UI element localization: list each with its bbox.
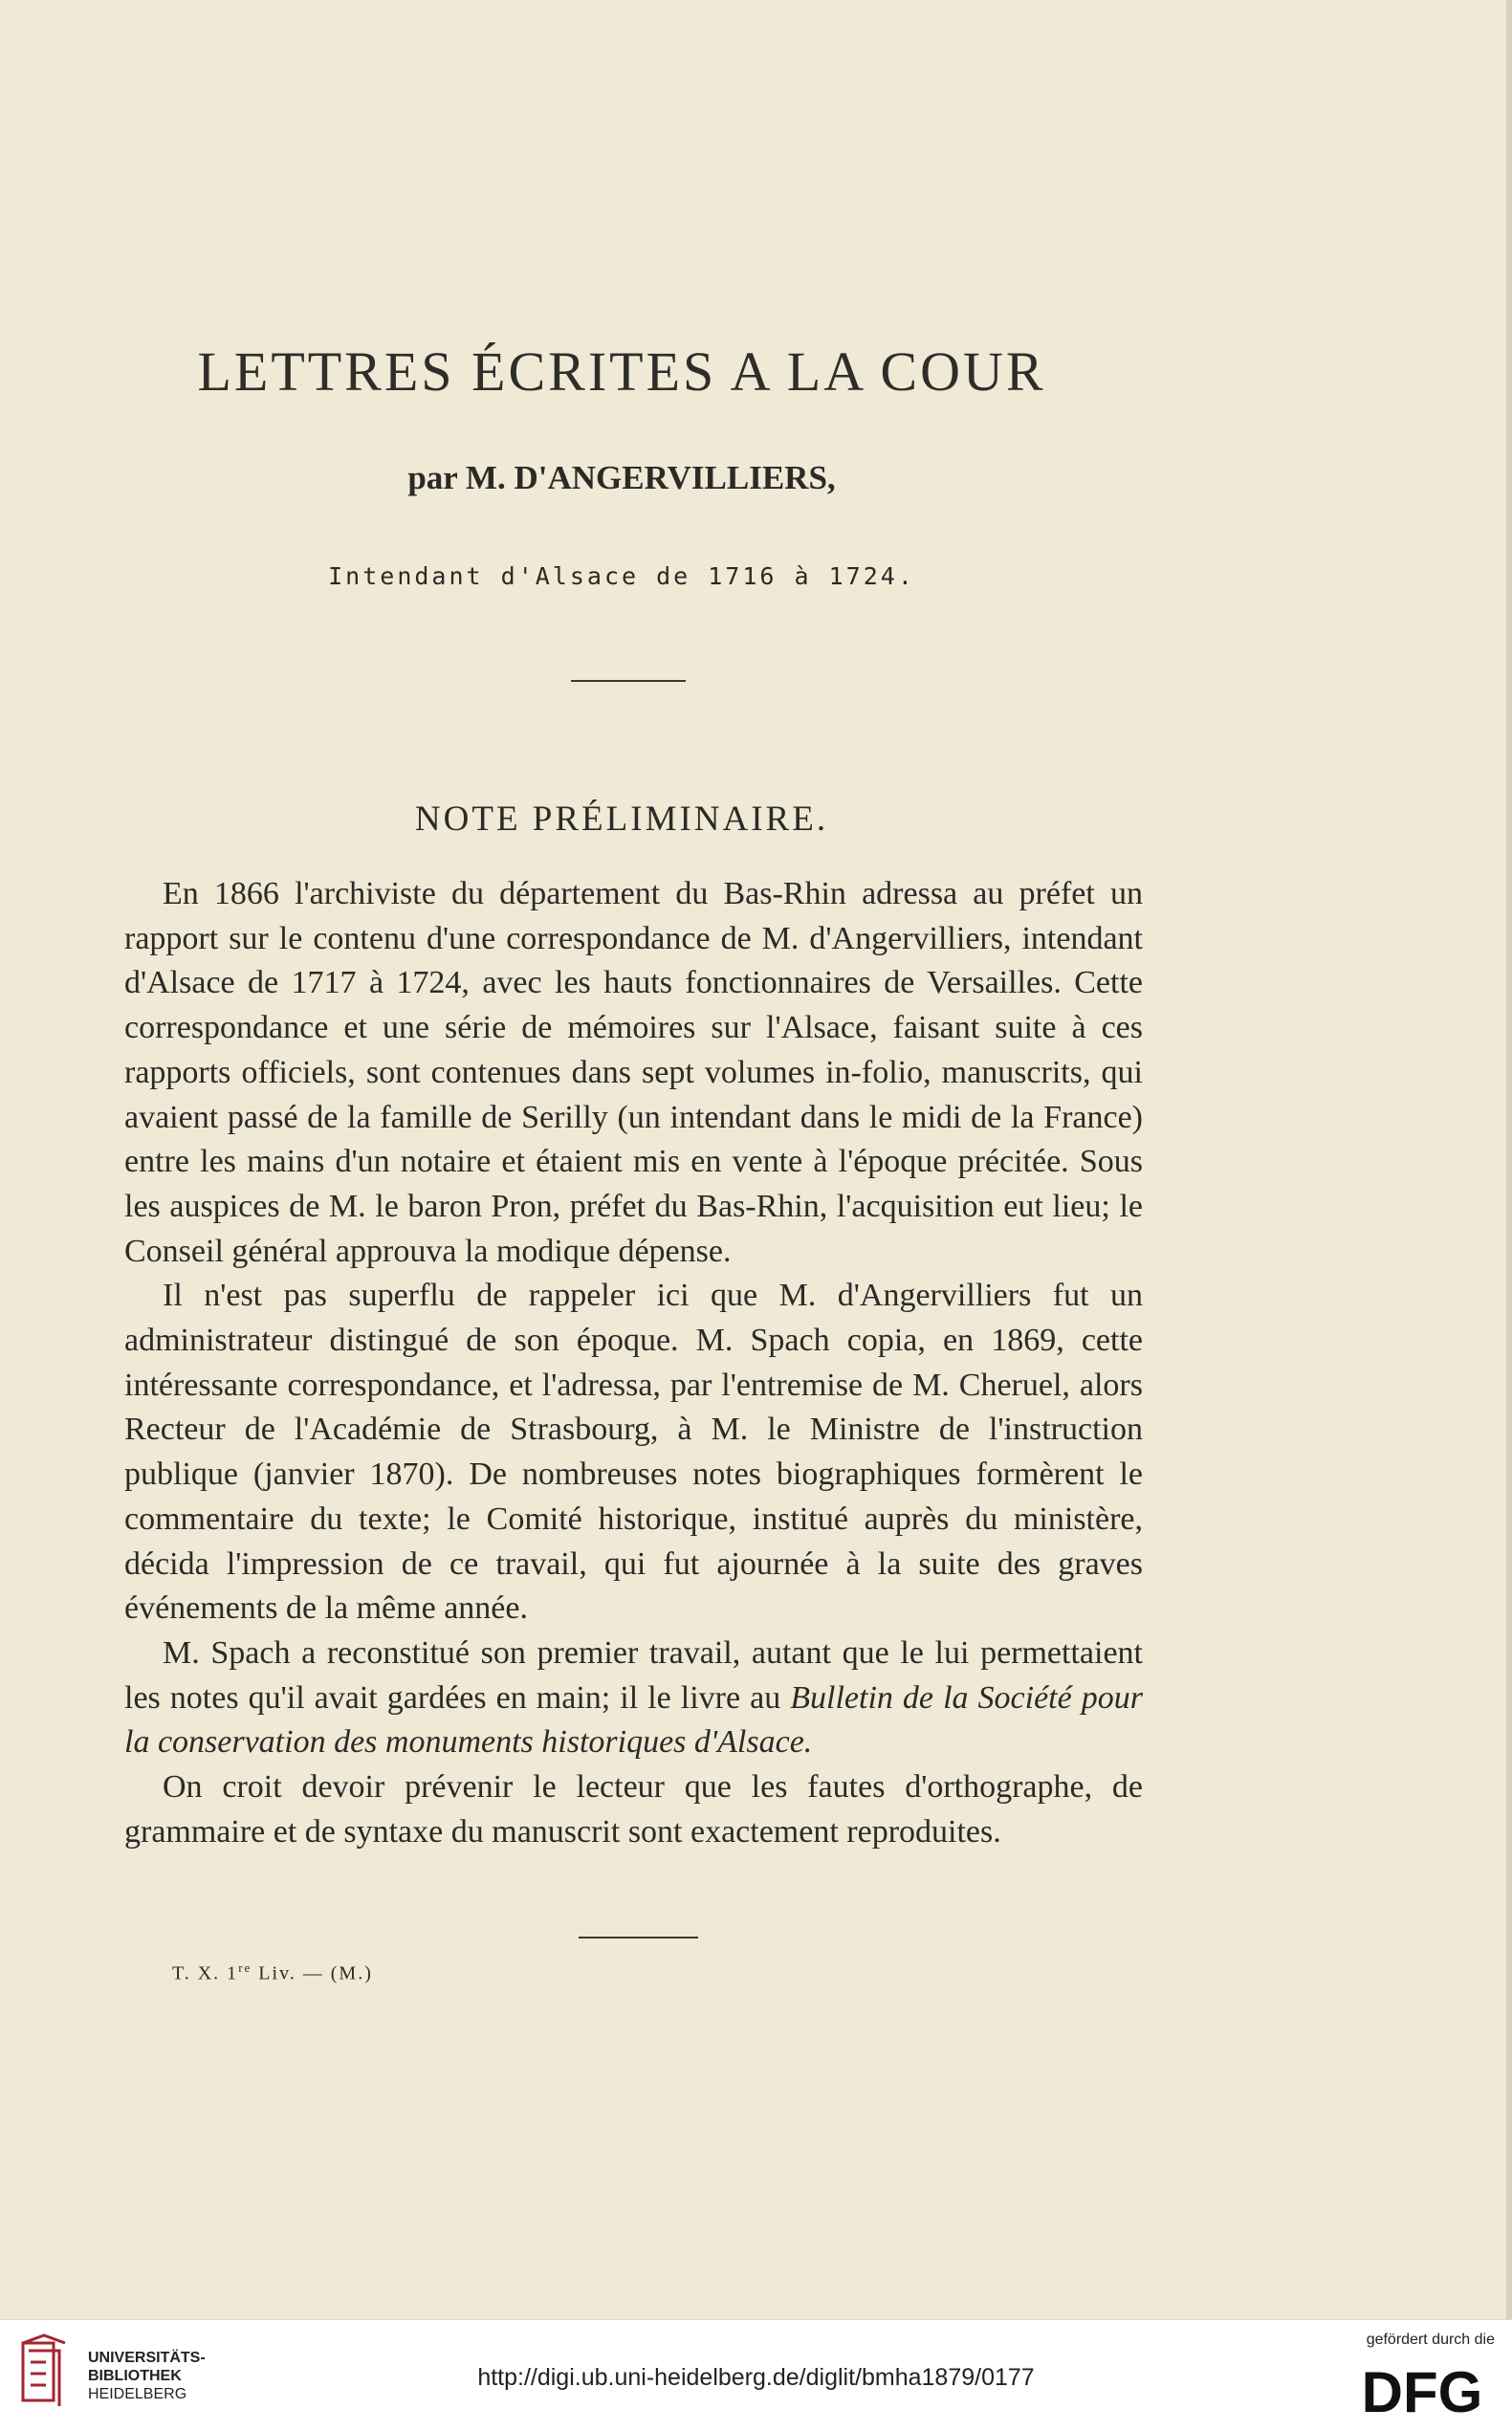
- digitization-footer: [0, 2319, 1512, 2431]
- body-text: [124, 872, 1143, 1854]
- library-name-line-1: UNIVERSITÄTS-: [88, 2350, 206, 2366]
- paragraph-2: Il n'est pas superflu de rappeler ici que M. d'Angervilliers fut un administrateur distingué de son époque. M. Spach copia, en 1869, cette intéressante correspondance, et l'adressa, par l'entremise de M. Cheruel, alors Recteur de l'Académie de Strasbourg, à M. le Ministre de l'instruction publique (janvier 1870). De nombreuses notes biographiques formèrent le commentaire du texte; le Comité historique, institué auprès du ministère, décida l'impression de ce travail, qui fut ajournée à la suite des graves événements de la même année.: [124, 1278, 1143, 1627]
- paragraph-4: On croit devoir prévenir le lecteur que les fautes d'orthographe, de grammaire et de syntaxe du manuscrit sont exactement reproduites.: [124, 1769, 1143, 1850]
- section-heading: NOTE PRÉLIMINAIRE.: [414, 799, 829, 839]
- signature-divider: [579, 1937, 698, 1938]
- paragraph-3: [124, 1632, 1143, 1765]
- signature-prefix: T. X. 1: [172, 1962, 239, 1984]
- paragraph-3-text: M. Spach a reconstitué son premier travail, autant que le lui permettaient les notes qu'il avait gardées en main; il le livre au: [124, 1634, 1143, 1716]
- library-name-line-3: HEIDELBERG: [88, 2386, 187, 2402]
- document-title: LETTRES ÉCRITES A LA COUR: [197, 340, 1046, 403]
- dfg-logo-text: DFG: [1361, 2360, 1483, 2421]
- library-name-line-2: BIBLIOTHEK: [88, 2368, 182, 2384]
- funding-caption: gefördert durch die: [1366, 2332, 1495, 2348]
- paragraph-1: En 1866 l'archiviste du département du Bas-Rhin adressa au préfet un rapport sur le contenu d'une correspondance de M. d'Angervilliers, intendant d'Alsace de 1717 à 1724, avec les hauts fonctionnaires de Versailles. Cette correspondance et une série de mémoires sur l'Alsace, faisant suite à ces rapports officiels, sont contenues dans sept volumes in-folio, manuscrits, qui avaient passé de la famille de Serilly (un intendant dans le midi de la France) entre les mains d'un notaire et étaient mis en vente à l'époque précitée. Sous les auspices de M. le baron Pron, préfet du Bas-Rhin, l'acquisition eut lieu; le Conseil général approuva la modique dépense.: [124, 876, 1143, 1269]
- bulletin-title: Bulletin de la Société pour la conservation des monuments historiques d'Alsace.: [124, 1679, 1143, 1761]
- title-divider: [571, 680, 686, 682]
- author-subtitle: Intendant d'Alsace de 1716 à 1724.: [328, 562, 915, 590]
- source-url-link[interactable]: http://digi.ub.uni-heidelberg.de/diglit/bmha1879/0177: [477, 2364, 1035, 2391]
- signature-sup: re: [238, 1960, 252, 1975]
- dfg-logo-icon: [1346, 2360, 1499, 2421]
- signature-suffix: Liv. — (M.): [252, 1962, 373, 1984]
- page-edge: [1506, 0, 1512, 2319]
- printer-signature: [172, 1960, 373, 1985]
- author-byline: par M. D'ANGERVILLIERS,: [407, 459, 836, 496]
